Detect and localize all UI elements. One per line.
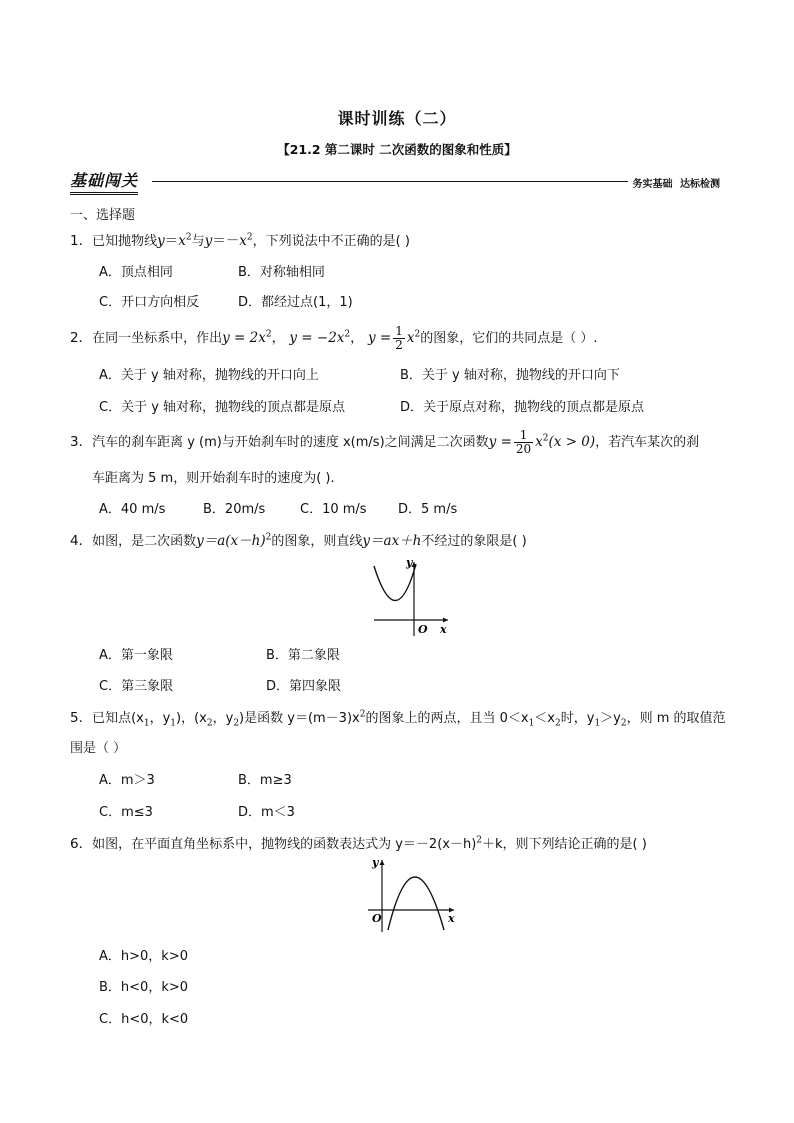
section-header: [70, 168, 720, 194]
q1-option-b: B．对称轴相同: [238, 265, 325, 280]
q3-option-d: D．5 m/s: [398, 502, 458, 517]
q4-parabola-graph: [368, 556, 452, 638]
question-2: 2．在同一坐标系中，作出$y = 2x^2$， $y = -2x^2$， y = $\frac{1}{2}$ $x^2$的图象，它们的共同点是（ ）.: [70, 324, 598, 352]
q2-option-a: A．关于 y 轴对称，抛物线的开口向上: [99, 368, 319, 383]
x-label: x: [440, 623, 447, 636]
question-4: 4．如图，是二次函数$y=a(x-h)^2$的图象，则直线y＝ax＋h不经过的象限是( ): [70, 532, 527, 549]
question-3: 3．汽车的刹车距离 y (m)与开始刹车时的速度 x(m/s)之间满足二次函数y = $\frac{1}{20}$ $x^2(x > 0)$，若汽车某次的刹: [70, 428, 700, 456]
section-right-text: 务实基础 达标检测: [632, 179, 720, 190]
q3-option-b: B．20m/s: [203, 502, 266, 517]
q1-option-a: A．顶点相同: [99, 265, 173, 280]
q2-option-c: C．关于 y 轴对称，抛物线的顶点都是原点: [99, 400, 346, 415]
q5-option-c: C．m≤3: [99, 805, 153, 820]
q2-option-b: B．关于 y 轴对称，抛物线的开口向下: [400, 368, 620, 383]
y-arrow-icon: [380, 860, 385, 865]
page-subtitle: 【21.2 第二课时 二次函数的图象和性质】: [277, 142, 517, 157]
q5-option-d: D．m＜3: [238, 805, 295, 820]
q5-option-a: A．m＞3: [99, 773, 155, 788]
q3-option-a: A．40 m/s: [99, 502, 166, 517]
q6-option-a: A．h>0，k>0: [99, 949, 188, 964]
q4-option-c: C．第三象限: [99, 679, 174, 694]
question-6: 6．如图，在平面直角坐标系中，抛物线的函数表达式为 $y=-2(x-h)^2+k$，则下列结论正确的是( ): [70, 835, 647, 852]
y-label: y: [372, 856, 379, 869]
question-3-cont: 车距离为 5 m，则开始刹车时的速度为( ).: [92, 471, 335, 486]
parabola-curve: [374, 564, 416, 601]
section-label: 基础闯关: [70, 168, 138, 195]
q1-option-c: C．开口方向相反: [99, 295, 200, 310]
section-divider: [152, 181, 628, 182]
question-5-cont: 围是（ ）: [70, 741, 127, 756]
q6-option-c: C．h<0，k<0: [99, 1012, 189, 1027]
section-heading: 一、选择题: [70, 208, 136, 223]
origin-label: O: [372, 912, 382, 925]
q6-option-b: B．h<0，k>0: [99, 980, 189, 995]
q1-option-d: D．都经过点(1，1): [238, 295, 353, 310]
q2-option-d: D．关于原点对称，抛物线的顶点都是原点: [400, 400, 645, 415]
page-title: 课时训练（二）: [337, 109, 457, 128]
q3-option-c: C．10 m/s: [300, 502, 367, 517]
x-label: x: [448, 912, 455, 925]
parabola-curve: [388, 877, 444, 930]
q4-option-b: B．第二象限: [266, 648, 340, 663]
q4-option-a: A．第一象限: [99, 648, 173, 663]
origin-label: O: [418, 623, 428, 636]
fraction: $\frac{1}{2}$: [395, 324, 403, 352]
question-5: 5．已知点($x_1$，$y_1$)，($x_2$，$y_2$)是函数 $y=(m-3)x^2$的图象上的两点，且当 $0<x_1<x_2$时，$y_1>y_2$，则 m 的取值范: [70, 709, 726, 729]
q6-parabola-graph: [366, 854, 458, 936]
x-arrow-icon: [443, 618, 448, 623]
q4-option-d: D．第四象限: [266, 679, 342, 694]
q5-option-b: B．m≥3: [238, 773, 292, 788]
question-1: 1．已知抛物线$y=x^2$与$y=-x^2$，下列说法中不正确的是( ): [70, 232, 410, 249]
y-label: y: [406, 556, 413, 569]
fraction: $\frac{1}{20}$: [515, 428, 532, 456]
